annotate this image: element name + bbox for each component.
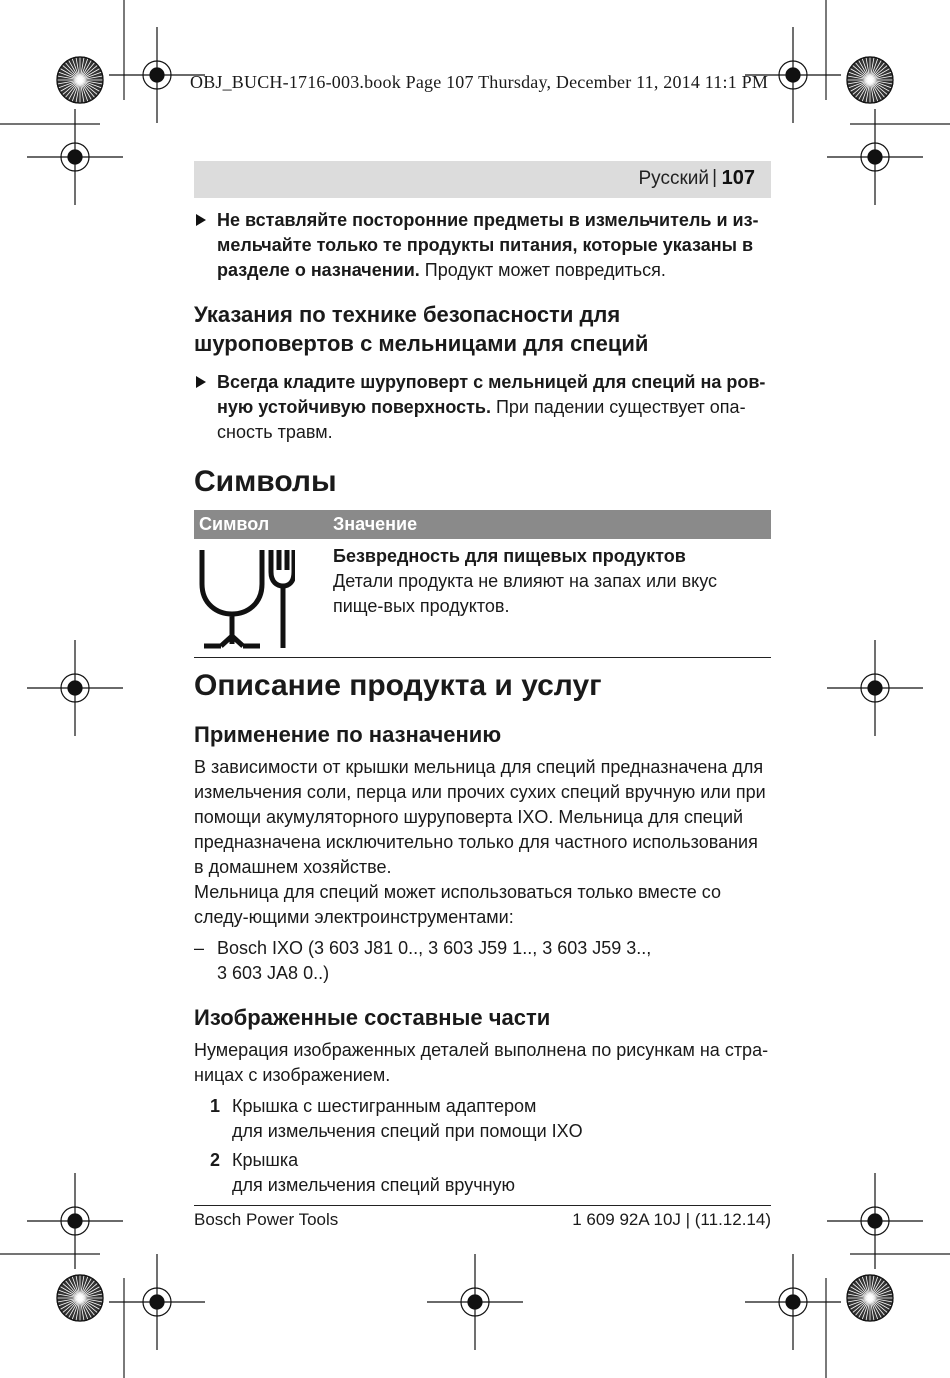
- bullet-normal-text: Продукт может повредиться.: [419, 260, 666, 280]
- symbols-table: [194, 510, 771, 658]
- components-heading: Изображенные составные части: [194, 1005, 551, 1030]
- component-number: 1: [210, 1096, 221, 1116]
- footer-brand: Bosch Power Tools: [194, 1210, 339, 1229]
- component-line-2: для измельчения специй вручную: [232, 1175, 516, 1195]
- component-line-2: для измельчения специй при помощи IXO: [232, 1121, 583, 1141]
- print-slug-line: OBJ_BUCH-1716-003.book Page 107 Thursday, December 11, 2014 11:1 PM: [190, 72, 769, 92]
- compatible-tool-item: [194, 936, 771, 986]
- safety-heading: Указания по технике безопасности для шуроповертов с мельницами для специй: [194, 302, 649, 356]
- column-symbol: Символ: [199, 514, 270, 534]
- components-intro: Нумерация изображенных деталей выполнена по рисункам на стра-ницах с изображением.: [194, 1040, 769, 1085]
- footer-doc-code: 1 609 92A 10J | (11.12.14): [572, 1210, 771, 1229]
- footer-rule: [194, 1205, 771, 1206]
- component-line-1: Крышка с шестигранным адаптером: [232, 1096, 537, 1116]
- component-item-1: [194, 1094, 771, 1144]
- bullet-normal-text: При падении существует опа-сность травм.: [217, 397, 746, 442]
- bullet-bold-text: Не вставляйте посторонние предметы в измельчитель и из-мельчайте только те продукты питания, которые указаны в разделе о назначении.: [217, 210, 759, 280]
- intended-use-paragraph-2: Мельница для специй может использоваться только вместе со следу-ющими электроинструментами:: [194, 882, 721, 927]
- component-number: 2: [210, 1150, 221, 1170]
- star-wheel: [847, 57, 893, 103]
- header-separator: |: [712, 167, 717, 188]
- list-dash: –: [194, 938, 205, 958]
- registration-target: [27, 640, 123, 736]
- symbols-table-header: [194, 510, 771, 539]
- star-wheel: [847, 1275, 893, 1321]
- warning-bullet-surface: [194, 370, 771, 445]
- intended-use-heading: Применение по назначению: [194, 722, 502, 747]
- symbols-heading: Символы: [194, 465, 337, 498]
- food-safe-glass-fork-icon: [199, 548, 295, 650]
- bullet-bold-text: Всегда кладите шуруповерт с мельницей для специй на ров-ную устойчивую поверхность.: [217, 372, 766, 417]
- compatible-tool-line-2: 3 603 JA8 0..): [217, 963, 330, 983]
- registration-target: [427, 1254, 523, 1350]
- header-page-number: 107: [721, 167, 755, 189]
- bullet-triangle-icon: [196, 376, 206, 388]
- symbols-table-row: [194, 539, 771, 658]
- star-wheel: [57, 1275, 103, 1321]
- header-language: Русский: [638, 168, 709, 189]
- product-heading: Описание продукта и услуг: [194, 669, 602, 702]
- page-content: [194, 208, 771, 1198]
- star-wheel: [57, 57, 103, 103]
- bullet-triangle-icon: [196, 214, 206, 226]
- registration-target: [827, 640, 923, 736]
- symbol-meaning-title: Безвредность для пищевых продуктов: [333, 546, 686, 566]
- warning-bullet-foreign-objects: [194, 208, 771, 283]
- running-header: [194, 161, 771, 198]
- compatible-tool-line-1: Bosch IXO (3 603 J81 0.., 3 603 J59 1.., 3 603 J59 3..,: [217, 938, 652, 958]
- column-meaning: Значение: [333, 514, 418, 534]
- intended-use-paragraph-1: В зависимости от крышки мельница для специй предназначена для измельчения соли, перца или прочих сухих специй вручную или при помощи акумуляторного шуруповерта IXO. Мельница для специй предназначена исключительно только для частного использования в домашнем хозяйстве.: [194, 757, 766, 877]
- symbol-meaning-text: Детали продукта не влияют на запах или вкус пище-вых продуктов.: [333, 571, 718, 616]
- component-line-1: Крышка: [232, 1150, 299, 1170]
- component-item-2: [194, 1148, 771, 1198]
